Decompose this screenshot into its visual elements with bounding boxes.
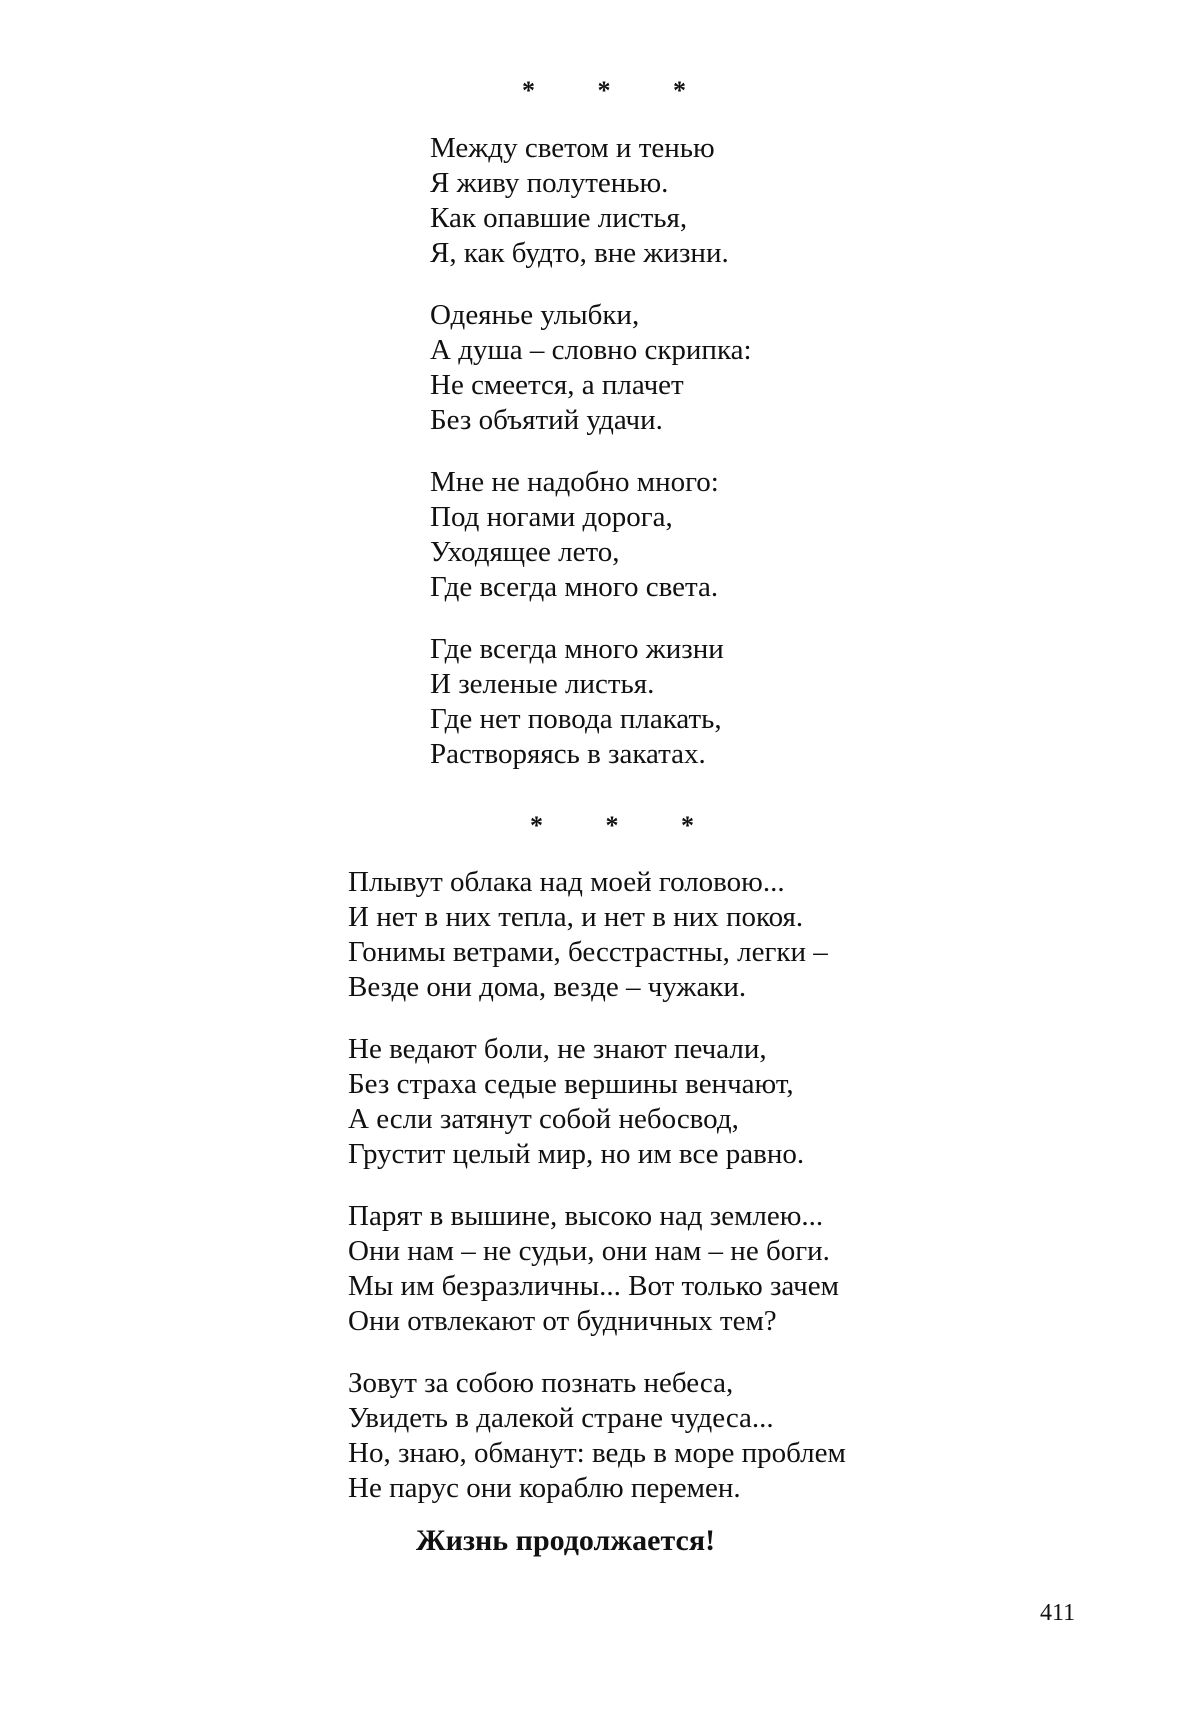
verse-line: Я живу полутенью. — [430, 167, 669, 199]
verse-line: Мы им безразличны... Вот только зачем — [348, 1270, 839, 1302]
verse-line: И нет в них тепла, и нет в них покоя. — [348, 901, 804, 933]
poem-2-stanza-1 — [348, 865, 846, 1005]
verse-line: Я, как будто, вне жизни. — [430, 237, 729, 269]
page-number: 411 — [1040, 1600, 1076, 1626]
verse-line: А если затянут собой небосвод, — [348, 1103, 739, 1135]
verse-line: Одеянье улыбки, — [430, 299, 640, 331]
verse-line: Но, знаю, обманут: ведь в море проблем — [348, 1437, 846, 1469]
poem-1-stanza-1 — [430, 131, 752, 271]
verse-line: Парят в вышине, высоко над землею... — [348, 1200, 824, 1232]
poem-1-stanza-2 — [430, 298, 752, 438]
verse-line: Под ногами дорога, — [430, 501, 673, 533]
verse-line: Между светом и тенью — [430, 132, 715, 164]
closing-title: Жизнь продолжается! — [416, 1524, 716, 1557]
poem-1-stanza-3 — [430, 465, 752, 605]
verse-line: Где нет повода плакать, — [430, 703, 722, 735]
verse-line: Гонимы ветрами, бесстрастны, легки – — [348, 936, 828, 968]
verse-line: Без объятий удачи. — [430, 404, 663, 436]
verse-line: Не парус они кораблю перемен. — [348, 1472, 741, 1504]
verse-line: Без страха седые вершины венчают, — [348, 1068, 794, 1100]
verse-line: А душа – словно скрипка: — [430, 334, 752, 366]
verse-line: Везде они дома, везде – чужаки. — [348, 971, 747, 1003]
verse-line: Грустит целый мир, но им все равно. — [348, 1138, 805, 1170]
poem-2-stanza-4 — [348, 1366, 846, 1506]
verse-line: И зеленые листья. — [430, 668, 655, 700]
poem-1-stanza-4 — [430, 632, 752, 772]
section-separator-1: * * * — [522, 76, 714, 105]
poem-2-stanza-2 — [348, 1032, 846, 1172]
verse-line: Мне не надобно много: — [430, 466, 719, 498]
verse-line: Уходящее лето, — [430, 536, 620, 568]
verse-line: Где всегда много жизни — [430, 633, 724, 665]
verse-line: Увидеть в далекой стране чудеса... — [348, 1402, 774, 1434]
verse-line: Зовут за собою познать небеса, — [348, 1367, 734, 1399]
verse-line: Не ведают боли, не знают печали, — [348, 1033, 767, 1065]
poem-2-stanza-3 — [348, 1199, 846, 1339]
verse-line: Как опавшие листья, — [430, 202, 688, 234]
poem-2 — [348, 865, 846, 1506]
verse-line: Где всегда много света. — [430, 571, 719, 603]
verse-line: Они отвлекают от будничных тем? — [348, 1305, 777, 1337]
verse-line: Не смеется, а плачет — [430, 369, 684, 401]
verse-line: Плывут облака над моей головою... — [348, 866, 785, 898]
section-separator-2: * * * — [530, 811, 722, 840]
verse-line: Растворяясь в закатах. — [430, 738, 706, 770]
verse-line: Они нам – не судьи, они нам – не боги. — [348, 1235, 830, 1267]
poem-1 — [430, 131, 752, 772]
